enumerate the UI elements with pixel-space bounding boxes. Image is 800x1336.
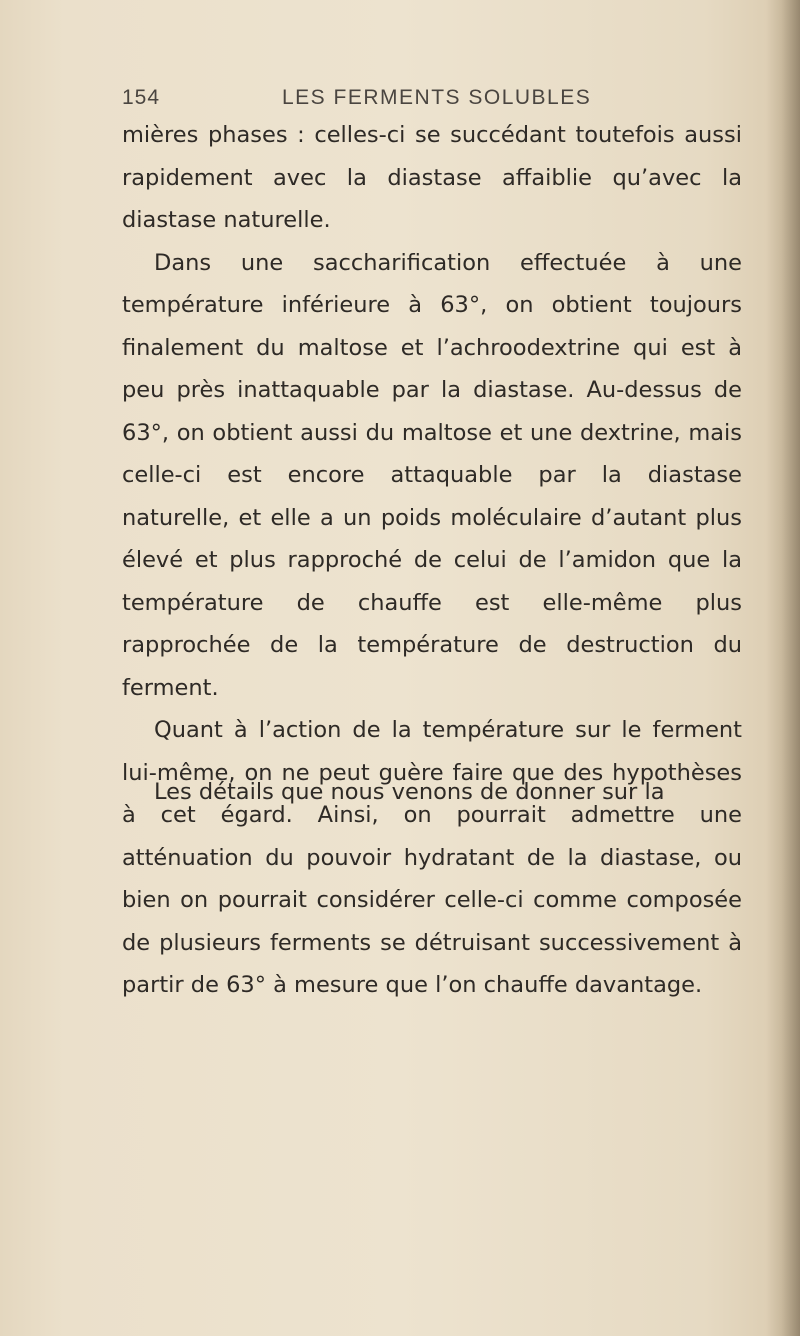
running-title: LES FERMENTS SOLUBLES <box>282 86 592 109</box>
paragraph-details-start: Les détails que nous venons de donner sur la <box>154 779 665 805</box>
paragraph-temperature-action: Quant à l’action de la température sur le ferment lui-même, on ne peut guère faire que des hypothèses à cet égard. Ainsi, on pourrait admettre une atténuation du pouvoir hydratant de la diastase, ou bien on pourrait considérer celle-ci comme composée de plusieurs ferments se détruisant successivement à partir de 63° à mesure que l’on chauffe davantage. <box>122 717 742 998</box>
running-head <box>122 86 742 116</box>
body-text <box>122 114 742 1007</box>
page-edge-shadow <box>766 0 800 1336</box>
page-number: 154 <box>122 86 161 109</box>
paragraph-saccharification: Dans une saccharification effectuée à une température inférieure à 63°, on obtient toujours finalement du maltose et l’achroodextrine qui est à peu près inattaquable par la diastase. Au-dessus de 63°, on obtient aussi du maltose et une dextrine, mais celle-ci est encore attaquable par la diastase naturelle, et elle a un poids moléculaire d’autant plus élevé et plus rapproché de celui de l’amidon que la température de chauffe est elle-même plus rapprochée de la température de destruction du ferment. <box>122 249 742 701</box>
paragraph-continued: mières phases : celles-ci se succédant toutefois aussi rapidement avec la diastase affaiblie qu’avec la diastase naturelle. <box>122 122 742 233</box>
